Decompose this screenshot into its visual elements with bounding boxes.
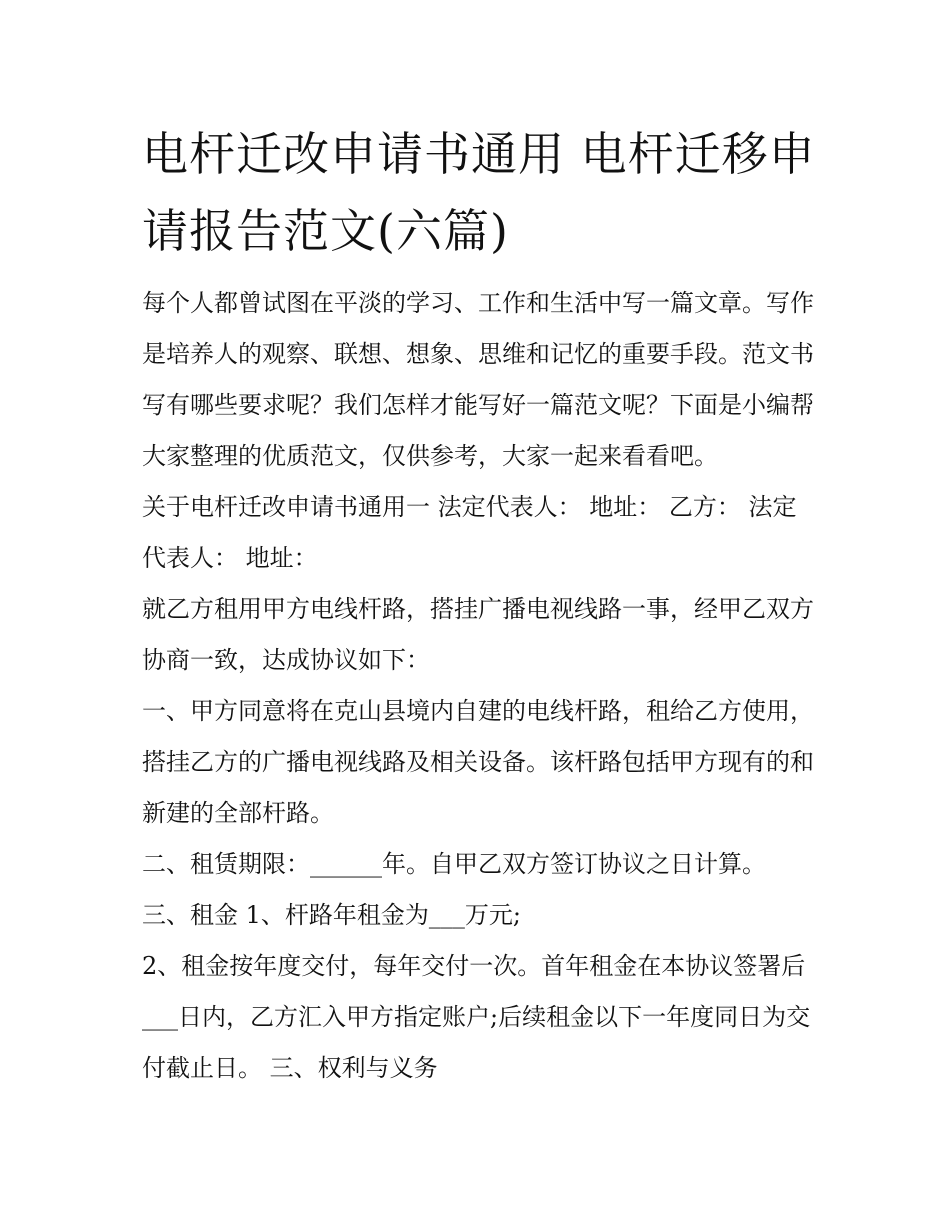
document-title: 电杆迁改申请书通用 电杆迁移申请报告范文(六篇)	[142, 127, 816, 258]
clause-3-paragraph: 三、租金 1、杆路年租金为___万元;	[142, 901, 521, 929]
parties-paragraph: 关于电杆迁改申请书通用一 法定代表人： 地址： 乙方： 法定代表人： 地址：	[142, 493, 797, 572]
clause-2-paragraph: 二、租赁期限：______年。自甲乙双方签订协议之日计算。	[142, 850, 766, 878]
intro-paragraph: 每个人都曾试图在平淡的学习、工作和生活中写一篇文章。写作是培养人的观察、联想、想象、思维和记忆的重要手段。范文书写有哪些要求呢？我们怎样才能写好一篇范文呢？下面是小编帮大家整理的优质范文，仅供参考，大家一起来看看吧。	[142, 289, 814, 470]
document-body	[142, 278, 818, 1094]
clause-3-2-paragraph: 2、租金按年度交付，每年交付一次。首年租金在本协议签署后___日内，乙方汇入甲方指定账户;后续租金以下一年度同日为交付截止日。 三、权利与义务	[142, 952, 811, 1082]
clause-1-paragraph: 一、甲方同意将在克山县境内自建的电线杆路，租给乙方使用，搭挂乙方的广播电视线路及相关设备。该杆路包括甲方现有的和新建的全部杆路。	[142, 697, 814, 827]
agreement-preamble-paragraph: 就乙方租用甲方电线杆路，搭挂广播电视线路一事，经甲乙双方协商一致，达成协议如下：	[142, 595, 814, 674]
